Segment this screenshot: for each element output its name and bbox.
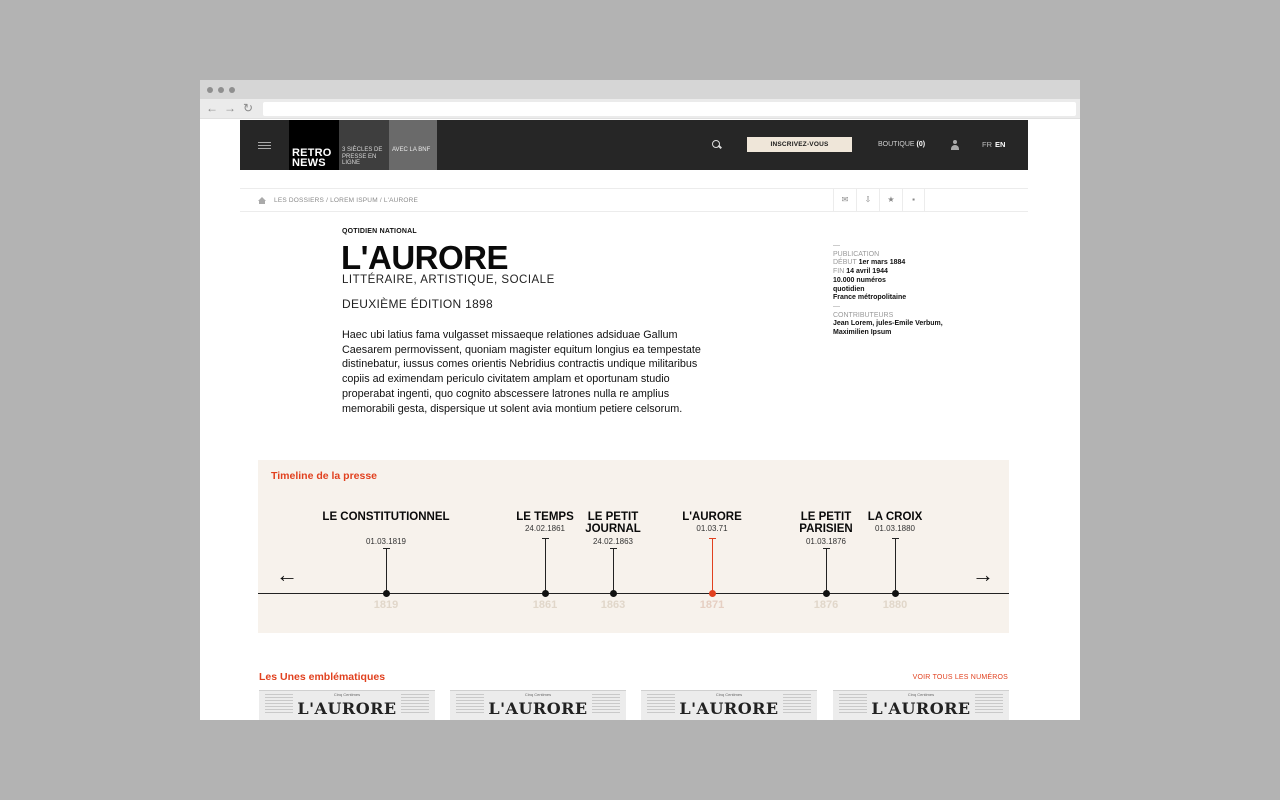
user-account-icon[interactable]	[951, 140, 959, 150]
timeline-event-year: 1863	[600, 599, 626, 611]
article-kicker: QOTIDIEN NATIONAL	[342, 228, 417, 235]
publication-label: PUBLICATION	[833, 250, 880, 258]
forward-arrow-icon[interactable]: →	[224, 101, 236, 115]
issue-count: 10.000 numéros	[833, 276, 886, 284]
fin-label: FIN	[833, 268, 845, 276]
frequency: quotidien	[833, 285, 865, 293]
debut-row	[833, 259, 963, 268]
breadcrumb[interactable]: LES DOSSIERS / LOREM ISPUM / L'AURORE	[274, 197, 419, 204]
une-price: Cinq Centimes	[524, 692, 552, 697]
timeline-event-year: 1880	[882, 599, 908, 611]
timeline-event-dot[interactable]	[709, 590, 716, 597]
timeline-event-name: LE PETIT PARISIEN	[799, 511, 853, 535]
une-masthead: L'AURORE	[297, 699, 397, 718]
timeline-event-stem	[613, 548, 614, 593]
tagline-centuries: 3 SIÈCLES DE PRESSE EN LIGNE	[339, 120, 389, 170]
timeline-event-year: 1861	[532, 599, 558, 611]
unes-title: Les Unes emblématiques	[259, 671, 386, 683]
hamburger-menu-icon[interactable]	[258, 142, 271, 149]
site-page	[240, 120, 1028, 720]
une-price: Cinq Centimes	[715, 692, 743, 697]
timeline-event-name: LA CROIX	[867, 511, 923, 523]
timeline-event-date: 01.03.1876	[805, 537, 847, 546]
timeline-event-stem	[712, 538, 713, 593]
une-masthead: L'AURORE	[679, 699, 779, 718]
contributors-value: Jean Lorem, jules-Emile Verbum, Maximilien Ipsum	[833, 320, 943, 337]
address-bar[interactable]	[263, 102, 1076, 116]
fin-row	[833, 268, 963, 277]
window-minimize-dot[interactable]	[218, 87, 224, 93]
une-price: Cinq Centimes	[333, 692, 361, 697]
timeline-event-year: 1871	[699, 599, 725, 611]
une-price: Cinq Centimes	[907, 692, 935, 697]
timeline-event-stem	[386, 548, 387, 593]
meta-dash: —	[833, 242, 840, 249]
timeline-event-stem	[826, 548, 827, 593]
boutique-label: BOUTIQUE	[878, 141, 915, 148]
see-all-issues-link[interactable]: VOIR TOUS LES NUMÉROS	[912, 674, 1008, 681]
meta-dash-2: —	[833, 302, 840, 310]
contributors-label: CONTRIBUTEURS	[833, 311, 894, 319]
timeline-event-name: LE CONSTITUTIONNEL	[322, 511, 450, 523]
timeline-event-name: L'AURORE	[682, 511, 742, 523]
timeline-prev-arrow-icon[interactable]: ←	[276, 562, 298, 587]
site-header	[240, 120, 1028, 170]
favorite-star-icon[interactable]: ★	[879, 189, 902, 211]
une-thumbnail[interactable]	[641, 690, 817, 720]
region: France métropolitaine	[833, 294, 907, 302]
timeline-event-dot[interactable]	[823, 590, 830, 597]
timeline-event-stem	[895, 538, 896, 593]
share-email-icon[interactable]: ✉	[833, 189, 856, 211]
page-subtitle: LITTÉRAIRE, ARTISTIQUE, SOCIALE	[342, 274, 555, 286]
home-icon[interactable]	[258, 197, 266, 204]
boutique-link[interactable]	[878, 140, 925, 150]
une-masthead: L'AURORE	[871, 699, 971, 718]
lang-fr[interactable]: FR	[982, 140, 992, 149]
publication-meta	[833, 242, 963, 338]
timeline-event-date: 24.02.1863	[592, 537, 634, 546]
timeline-event-dot[interactable]	[892, 590, 899, 597]
timeline-title: Timeline de la presse	[271, 470, 378, 482]
retronews-logo[interactable]: RETRO NEWS	[289, 120, 339, 170]
timeline-next-arrow-icon[interactable]: →	[972, 562, 994, 587]
une-thumbnail[interactable]	[833, 690, 1009, 720]
une-masthead: L'AURORE	[488, 699, 588, 718]
debut-label: DÉBUT	[833, 259, 857, 267]
timeline-event-date: 01.03.1819	[365, 537, 407, 546]
timeline-event-date: 01.03.1880	[874, 524, 916, 533]
window-close-dot[interactable]	[207, 87, 213, 93]
page-title: L'AURORE	[341, 239, 509, 276]
article-body: Haec ubi latius fama vulgasset missaeque relationes adsiduae Gallum Caesarem permovissent, quoniam magister equitum longius ea tempestate distinebatur, iussus comes orientis Nebridius contractis undique militaribus copiis ad eximendam periculo civitatem amplam et oportunam studio properabat ingenti, quo cognito abscessere latrones nulla re amplius memorabili gesta, dispersique ut solent avia montium petiere celsorum.	[342, 329, 701, 415]
cart-count: (0)	[916, 141, 926, 148]
language-switcher	[982, 140, 1005, 150]
timeline-event-dot[interactable]	[542, 590, 549, 597]
search-icon[interactable]	[712, 140, 721, 149]
timeline-event-date: 24.02.1861	[524, 524, 566, 533]
comment-icon[interactable]: ▪	[902, 189, 925, 211]
breadcrumb-bar	[240, 188, 1028, 212]
subscribe-button[interactable]: INSCRIVEZ-VOUS	[747, 137, 852, 152]
download-icon[interactable]: ⇩	[856, 189, 879, 211]
timeline-event-year: 1819	[373, 599, 399, 611]
fin-value: 14 avril 1944	[846, 268, 888, 276]
press-timeline	[258, 460, 1009, 633]
une-thumbnail[interactable]	[450, 690, 626, 720]
lang-en[interactable]: EN	[995, 140, 1006, 149]
edition-label: DEUXIÈME ÉDITION 1898	[342, 297, 494, 311]
reload-icon[interactable]: ↻	[243, 101, 254, 115]
une-thumbnail[interactable]	[259, 690, 435, 720]
browser-titlebar	[200, 80, 1080, 99]
back-arrow-icon[interactable]: ←	[206, 101, 218, 115]
tagline-bnf: AVEC LA BNF	[389, 120, 437, 170]
timeline-event-stem	[545, 538, 546, 593]
timeline-event-name: LE TEMPS	[516, 511, 574, 523]
timeline-event-year: 1876	[813, 599, 839, 611]
timeline-event-dot[interactable]	[383, 590, 390, 597]
browser-window	[200, 80, 1080, 720]
timeline-event-date: 01.03.71	[696, 524, 728, 533]
window-maximize-dot[interactable]	[229, 87, 235, 93]
browser-toolbar	[200, 99, 1080, 119]
timeline-event-dot[interactable]	[610, 590, 617, 597]
timeline-event-name: LE PETIT JOURNAL	[585, 511, 641, 535]
debut-value: 1er mars 1884	[858, 259, 906, 267]
